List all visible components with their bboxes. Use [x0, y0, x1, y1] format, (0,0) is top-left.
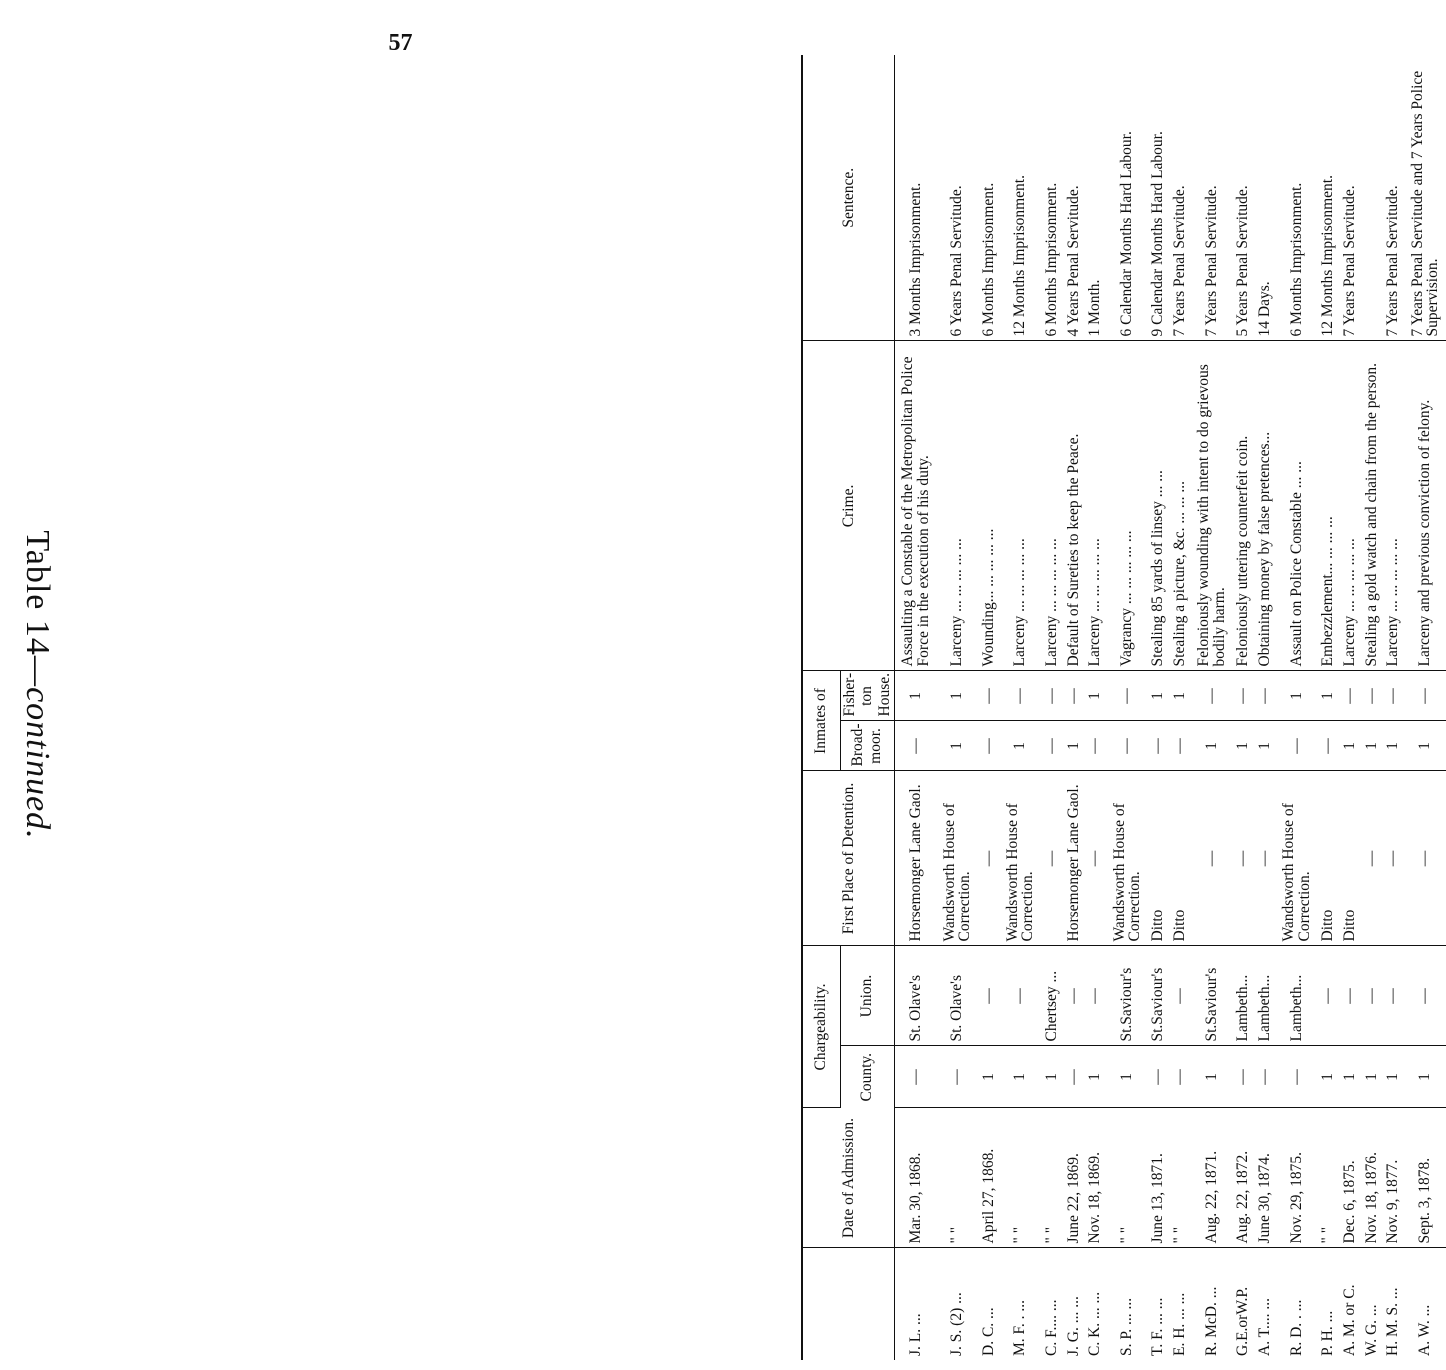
table-row [937, 55, 978, 1360]
cell-crime: Vagrancy ... ... ... ... ... [1106, 341, 1147, 671]
cell-county: — [894, 1046, 936, 1108]
cell-fisherton: 1 [894, 671, 936, 721]
cell-fisherton: 1 [1148, 671, 1170, 721]
header-broadmoor: Broad-moor. [840, 721, 894, 771]
cell-date: Sept. 3, 1878. [1404, 1108, 1446, 1248]
cell-fisherton: 1 [937, 671, 978, 721]
cell-broadmoor: — [894, 721, 936, 771]
header-chargeability: Chargeability. [802, 946, 840, 1108]
cell-initials: S. P. ... ... [1117, 1297, 1135, 1356]
cell-union: Lambeth... [1254, 946, 1276, 1046]
cell-county: 1 [1318, 1046, 1340, 1108]
cell-detention: Wandsworth House of Correction. [1000, 771, 1041, 946]
cell-date: " " [1318, 1108, 1340, 1248]
cell-crime: Larceny ... ... ... ... ... [1041, 341, 1063, 671]
table-row [1148, 55, 1170, 1360]
cell-county: 1 [1000, 1046, 1041, 1108]
cell-union: Lambeth... [1276, 946, 1317, 1046]
cell-broadmoor: — [1276, 721, 1317, 771]
cell-union: St. Olave's [937, 946, 978, 1046]
cell-crime: Stealing a picture, &c. ... ... ... [1169, 341, 1191, 671]
cell-date: Aug. 22, 1871. [1191, 1108, 1232, 1248]
cell-initials: G.E.orW.P. [1234, 1286, 1252, 1356]
cell-date: June 13, 1871. [1148, 1108, 1170, 1248]
cell-sentence: 14 Days. [1254, 55, 1276, 341]
cell-union: — [1085, 946, 1107, 1046]
header-crime: Crime. [802, 341, 894, 671]
cell-detention: — [1361, 771, 1383, 946]
cell-union: — [1404, 946, 1446, 1046]
cell-sentence: 6 Months Imprisonment. [1041, 55, 1063, 341]
cell-initials: T. F. ... ... [1149, 1297, 1167, 1356]
cell-detention: Horsemonger Lane Gaol. [894, 771, 936, 946]
cell-detention: — [1404, 771, 1446, 946]
cell-date: " " [1169, 1108, 1191, 1248]
cell-crime: Obtaining money by false pretences... [1254, 341, 1276, 671]
cell-crime: Larceny ... ... ... ... ... [1000, 341, 1041, 671]
cell-fisherton: — [1063, 671, 1085, 721]
cell-fisherton: — [1361, 671, 1383, 721]
cell-sentence: 1 Month. [1085, 55, 1107, 341]
table-title [2, 60, 72, 1310]
cell-county: 1 [1404, 1046, 1446, 1108]
cell-detention: — [1041, 771, 1063, 946]
cell-union: — [978, 946, 1000, 1046]
cell-union: St. Olave's [894, 946, 936, 1046]
cell-sentence: 7 Years Penal Servitude. [1383, 55, 1405, 341]
table-row [1063, 55, 1085, 1360]
cell-union: — [1361, 946, 1383, 1046]
cell-crime: Larceny ... ... ... ... ... [1085, 341, 1107, 671]
cell-broadmoor: 1 [1339, 721, 1361, 771]
cell-crime: Assault on Police Constable ... ... [1276, 341, 1317, 671]
cell-crime: Stealing a gold watch and chain from the person. [1361, 341, 1383, 671]
cell-initials: E. H. ... ... [1171, 1292, 1189, 1356]
cell-crime: Larceny ... ... ... ... ... [937, 341, 978, 671]
cell-initials: D. C. ... [979, 1307, 997, 1356]
cell-fisherton: — [1233, 671, 1255, 721]
header-county: County. [840, 1046, 894, 1108]
cell-crime: Stealing 85 yards of linsey ... ... [1148, 341, 1170, 671]
cell-broadmoor: 1 [1404, 721, 1446, 771]
cell-detention: — [1191, 771, 1232, 946]
cell-crime: Assaulting a Constable of the Metropolitan Police Force in the execution of his duty. [894, 341, 936, 671]
cell-county: 1 [1085, 1046, 1107, 1108]
cell-broadmoor: 1 [1254, 721, 1276, 771]
cell-county: — [1148, 1046, 1170, 1108]
cell-county: — [937, 1046, 978, 1108]
header-first-place-of-detention: First Place of Detention. [802, 771, 894, 946]
cell-county: 1 [978, 1046, 1000, 1108]
cell-fisherton: — [1383, 671, 1405, 721]
cell-broadmoor: 1 [1063, 721, 1085, 771]
cell-county: 1 [1191, 1046, 1232, 1108]
cell-initials: C. F.... ... [1042, 1299, 1060, 1356]
table-row [1361, 55, 1383, 1360]
cell-crime: Larceny ... ... ... ... ... [1383, 341, 1405, 671]
cell-date: Nov. 18, 1876. [1361, 1108, 1383, 1248]
cell-initials: R. McD. ... [1202, 1286, 1220, 1356]
table-row [978, 55, 1000, 1360]
cell-initials: J. G. ... ... [1064, 1296, 1082, 1356]
cell-broadmoor: 1 [1191, 721, 1232, 771]
cell-sentence: 7 Years Penal Servitude and 7 Years Police Supervision. [1404, 55, 1446, 341]
cell-fisherton: — [1254, 671, 1276, 721]
rotated-table-container [801, 55, 1446, 1360]
table-row [1106, 55, 1147, 1360]
cell-date: June 30, 1874. [1254, 1108, 1276, 1248]
header-inmates-of: Inmates of [802, 671, 840, 771]
cell-union: St.Saviour's [1106, 946, 1147, 1046]
cell-date: Mar. 30, 1868. [894, 1108, 936, 1248]
cell-date: Nov. 9, 1877. [1383, 1108, 1405, 1248]
cell-broadmoor: — [1106, 721, 1147, 771]
table-row [1085, 55, 1107, 1360]
cell-sentence: 9 Calendar Months Hard Labour. [1148, 55, 1170, 341]
cell-union: Lambeth... [1233, 946, 1255, 1046]
cell-initials: A. M. or C. [1340, 1284, 1358, 1356]
cell-county: — [1063, 1046, 1085, 1108]
table-row [1339, 55, 1361, 1360]
cell-sentence: 7 Years Penal Servitude. [1339, 55, 1361, 341]
cell-date: " " [1041, 1108, 1063, 1248]
cell-initials: M. F. . ... [1011, 1299, 1029, 1356]
cell-union: — [1318, 946, 1340, 1046]
cell-broadmoor: 1 [1233, 721, 1255, 771]
cell-union: — [1063, 946, 1085, 1046]
cell-sentence: 6 Months Imprisonment. [978, 55, 1000, 341]
cell-sentence: 6 Years Penal Servitude. [937, 55, 978, 341]
cell-sentence: 7 Years Penal Servitude. [1169, 55, 1191, 341]
cell-fisherton: — [1000, 671, 1041, 721]
cell-initials: R. D. . ... [1287, 1299, 1305, 1356]
table-row [1233, 55, 1255, 1360]
header-date-of-admission: Date of Admission. [802, 1108, 894, 1248]
cell-county: — [1169, 1046, 1191, 1108]
header-sentence: Sentence. [802, 55, 894, 341]
cell-union: — [1000, 946, 1041, 1046]
cell-date: April 27, 1868. [978, 1108, 1000, 1248]
cell-initials: A. T.... ... [1256, 1298, 1274, 1356]
cell-date: Aug. 22, 1872. [1233, 1108, 1255, 1248]
cell-date: " " [937, 1108, 978, 1248]
cell-date: Dec. 6, 1875. [1339, 1108, 1361, 1248]
cell-date: Nov. 29, 1875. [1276, 1108, 1317, 1248]
cell-detention: Ditto [1169, 771, 1191, 946]
cell-fisherton: — [1191, 671, 1232, 721]
cell-fisherton: — [1106, 671, 1147, 721]
table-row [1404, 55, 1446, 1360]
cell-crime: Feloniously uttering counterfeit coin. [1233, 341, 1255, 671]
cell-crime: Feloniously wounding with intent to do grievous bodily harm. [1191, 341, 1232, 671]
cell-detention: Wandsworth House of Correction. [1106, 771, 1147, 946]
cell-county: 1 [1383, 1046, 1405, 1108]
cell-broadmoor: 1 [1361, 721, 1383, 771]
cell-fisherton: — [1339, 671, 1361, 721]
cell-fisherton: — [978, 671, 1000, 721]
cell-detention: — [1254, 771, 1276, 946]
cell-fisherton: — [1041, 671, 1063, 721]
cell-broadmoor: — [1318, 721, 1340, 771]
cell-broadmoor: 1 [1000, 721, 1041, 771]
cell-sentence: 4 Years Penal Servitude. [1063, 55, 1085, 341]
cell-broadmoor: — [1041, 721, 1063, 771]
cell-union: — [1383, 946, 1405, 1046]
cell-union: St.Saviour's [1148, 946, 1170, 1046]
cell-county: — [1276, 1046, 1317, 1108]
cell-county: 1 [1041, 1046, 1063, 1108]
cell-county: — [1233, 1046, 1255, 1108]
cell-broadmoor: — [1148, 721, 1170, 771]
cell-detention: Wandsworth House of Correction. [1276, 771, 1317, 946]
cell-sentence: 12 Months Imprisonment. [1318, 55, 1340, 341]
cell-crime: Larceny and previous conviction of felony. [1404, 341, 1446, 671]
cell-sentence: 6 Calendar Months Hard Labour. [1106, 55, 1147, 341]
cell-fisherton: 1 [1169, 671, 1191, 721]
cell-broadmoor: — [1085, 721, 1107, 771]
cell-fisherton: 1 [1085, 671, 1107, 721]
table-row [1169, 55, 1191, 1360]
header-fisherton-house: Fisher-ton House. [840, 671, 894, 721]
cell-county: 1 [1106, 1046, 1147, 1108]
cell-union: St.Saviour's [1191, 946, 1232, 1046]
cell-detention: Wandsworth House of Correction. [937, 771, 978, 946]
cell-detention: Ditto [1318, 771, 1340, 946]
cell-broadmoor: — [978, 721, 1000, 771]
cell-date: June 22, 1869. [1063, 1108, 1085, 1248]
cell-fisherton: 1 [1276, 671, 1317, 721]
cell-date: " " [1000, 1108, 1041, 1248]
table-title-label: Table 14 [19, 530, 56, 656]
table-row [1318, 55, 1340, 1360]
cell-detention: — [1383, 771, 1405, 946]
table-row [1041, 55, 1063, 1360]
cell-detention: — [1085, 771, 1107, 946]
cell-union: — [1339, 946, 1361, 1046]
cell-broadmoor: 1 [937, 721, 978, 771]
cell-date: Nov. 18, 1869. [1085, 1108, 1107, 1248]
cell-detention: Horsemonger Lane Gaol. [1063, 771, 1085, 946]
cell-county: — [1254, 1046, 1276, 1108]
cell-fisherton: 1 [1318, 671, 1340, 721]
cell-initials: A. W. ... [1416, 1304, 1434, 1356]
cell-sentence: 6 Months Imprisonment. [1276, 55, 1317, 341]
cell-initials: J. S. (2) ... [948, 1292, 966, 1356]
cell-sentence: 5 Years Penal Servitude. [1233, 55, 1255, 341]
cell-initials: H. M. S. ... [1384, 1287, 1402, 1356]
table-title-suffix: —continued. [19, 655, 56, 840]
cell-detention: — [978, 771, 1000, 946]
cell-sentence: 12 Months Imprisonment. [1000, 55, 1041, 341]
cell-union: Chertsey ... [1041, 946, 1063, 1046]
cell-initials: W. G. ... [1362, 1304, 1380, 1356]
cell-crime: Larceny ... ... ... ... ... [1339, 341, 1361, 671]
header-union: Union. [840, 946, 894, 1046]
cell-detention: — [1233, 771, 1255, 946]
cell-crime: Embezzlement... ... ... ... [1318, 341, 1340, 671]
table-row [1254, 55, 1276, 1360]
cell-broadmoor: 1 [1383, 721, 1405, 771]
cell-initials: P. H. ... [1319, 1310, 1337, 1356]
page-number: 57 [388, 30, 413, 56]
cell-sentence: 7 Years Penal Servitude. [1191, 55, 1232, 341]
cell-county: 1 [1361, 1046, 1383, 1108]
table-row [894, 55, 936, 1360]
cell-county: 1 [1339, 1046, 1361, 1108]
cell-initials: C. K. ... ... [1086, 1291, 1104, 1356]
cell-date: " " [1106, 1108, 1147, 1248]
cell-fisherton: — [1404, 671, 1446, 721]
cell-detention: Ditto [1148, 771, 1170, 946]
cell-sentence: 3 Months Imprisonment. [894, 55, 936, 341]
table-row [1191, 55, 1232, 1360]
cell-initials: J. L. ... [906, 1313, 924, 1356]
cell-crime: Default of Sureties to keep the Peace. [1063, 341, 1085, 671]
header-initials [802, 1248, 894, 1360]
table-row [1000, 55, 1041, 1360]
cell-detention: Ditto [1339, 771, 1361, 946]
table-row [1276, 55, 1317, 1360]
admissions-table [801, 55, 1446, 1360]
cell-crime: Wounding... ... ... ... ... [978, 341, 1000, 671]
table-row [1383, 55, 1405, 1360]
cell-sentence [1361, 55, 1383, 341]
cell-union: — [1169, 946, 1191, 1046]
cell-broadmoor: — [1169, 721, 1191, 771]
